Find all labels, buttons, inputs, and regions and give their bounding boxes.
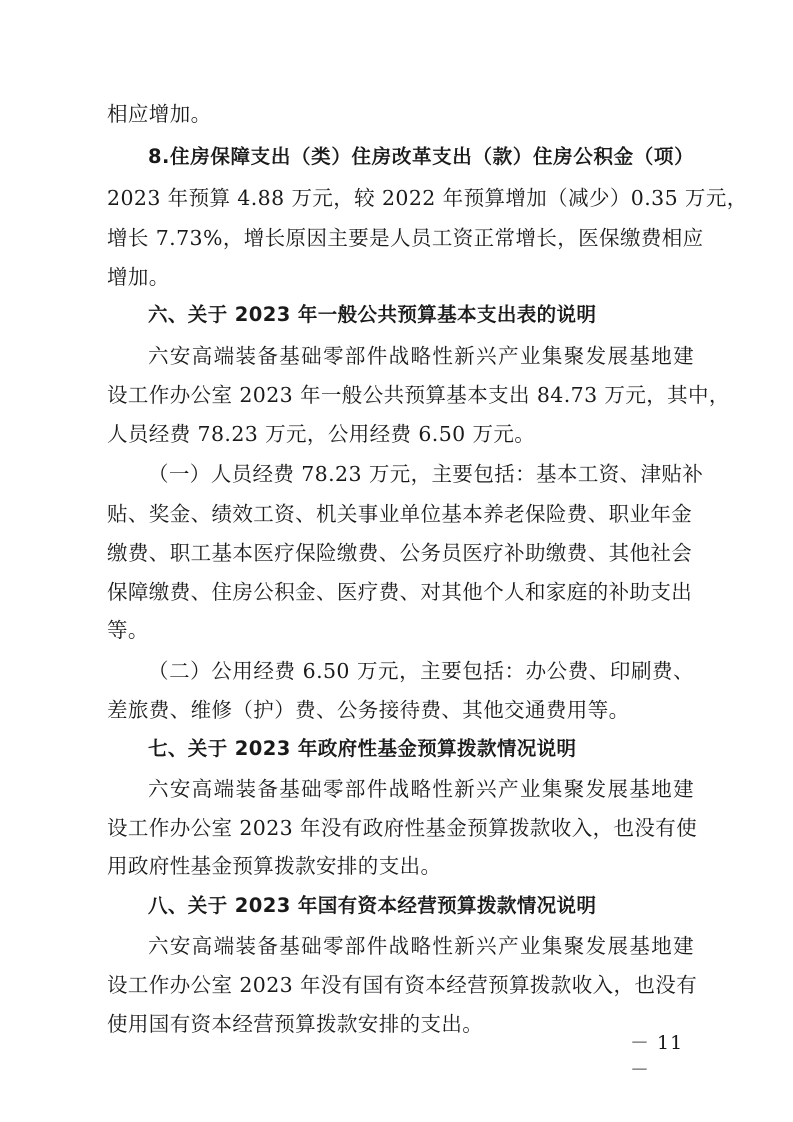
section-8-body-line: 设工作办公室 2023 年没有国有资本经营预算拨款收入，也没有 — [107, 973, 698, 997]
public-costs-line: （二）公用经费 6.50 万元，主要包括：办公费、印刷费、 — [148, 659, 694, 683]
paragraph-continuation-line: 相应增加。 — [107, 102, 212, 126]
section-7-body-line: 六安高端装备基础零部件战略性新兴产业集聚发展基地建 — [148, 777, 694, 801]
public-costs-line: 差旅费、维修（护）费、公务接待费、其他交通费用等。 — [107, 698, 630, 722]
personnel-costs-line: 保障缴费、住房公积金、医疗费、对其他个人和家庭的补助支出 — [107, 580, 693, 604]
section-7-body-line: 用政府性基金预算拨款安排的支出。 — [107, 854, 442, 878]
personnel-costs-line: 贴、奖金、绩效工资、机关事业单位基本养老保险费、职业年金 — [107, 502, 693, 526]
section-6-body-line: 人员经费 78.23 万元，公用经费 6.50 万元。 — [107, 422, 536, 446]
section-6-body-line: 设工作办公室 2023 年一般公共预算基本支出 84.73 万元，其中， — [107, 383, 730, 407]
section-7-body-line: 设工作办公室 2023 年没有政府性基金预算拨款收入，也没有使 — [107, 816, 698, 840]
personnel-costs-line: 等。 — [107, 618, 149, 642]
item-8-body-line: 增长 7.73%，增长原因主要是人员工资正常增长，医保缴费相应 — [107, 226, 704, 250]
section-8-body-line: 使用国有资本经营预算拨款安排的支出。 — [107, 1012, 484, 1036]
item-8-heading: 8.住房保障支出（类）住房改革支出（款）住房公积金（项） — [148, 145, 694, 168]
personnel-costs-line: 缴费、职工基本医疗保险缴费、公务员医疗补助缴费、其他社会 — [107, 541, 693, 565]
section-8-heading: 八、关于 2023 年国有资本经营预算拨款情况说明 — [148, 894, 597, 917]
section-8-body-line: 六安高端装备基础零部件战略性新兴产业集聚发展基地建 — [148, 934, 694, 958]
page-number: － 11 － — [630, 1032, 684, 1081]
item-8-body-line: 增加。 — [107, 265, 170, 289]
section-6-heading: 六、关于 2023 年一般公共预算基本支出表的说明 — [148, 303, 597, 326]
item-8-body-line: 2023 年预算 4.88 万元，较 2022 年预算增加（减少）0.35 万元， — [107, 186, 748, 210]
section-6-body-line: 六安高端装备基础零部件战略性新兴产业集聚发展基地建 — [148, 344, 694, 368]
section-7-heading: 七、关于 2023 年政府性基金预算拨款情况说明 — [148, 737, 577, 760]
personnel-costs-line: （一）人员经费 78.23 万元，主要包括：基本工资、津贴补 — [148, 462, 704, 486]
